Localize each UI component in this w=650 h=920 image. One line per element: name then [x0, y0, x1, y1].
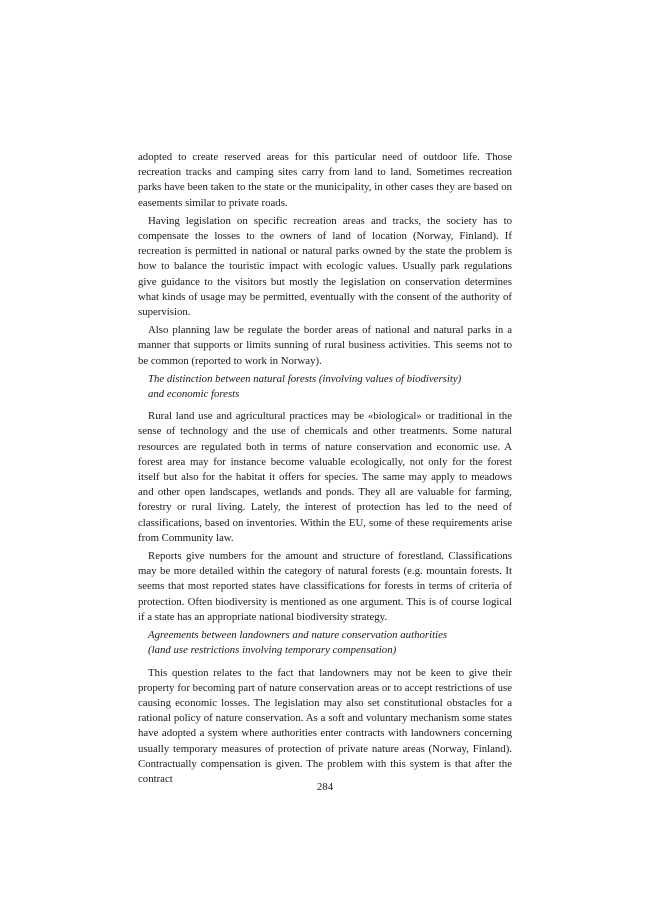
page-number: 284 [316, 781, 334, 793]
paragraph-recreation-areas: adopted to create reserved areas for this particular need of outdoor life. Those recreation tracks and camping sites carry from land to land. Sometimes recreation parks have been taken to the state or the municipality, in other cases they are based on easements similar to private roads. [138, 151, 512, 209]
page-body [138, 150, 512, 790]
paragraph-rural-land-use: Rural land use and agricultural practices may be «biological» or traditional in the sense of technology and the use of chemicals and other treatments. Some natural resources are regulated both in terms of nature conservation and economic use. A forest area may for instance become valuable ecologically, not only for the forest itself but also for the habitat it offers for species. The same may apply to meadows and other open landscapes, wetlands and ponds. They all are valuable for farming, forestry or rural living. Lately, the interest of protection has led to the need of classifications, based on inventories. Within the EU, some of these requirements arise from Community law. [138, 410, 512, 544]
heading-line: The distinction between natural forests (involving values of biodiversity) [148, 372, 462, 385]
section-heading-natural-forests [148, 372, 512, 402]
section-heading-agreements [148, 628, 512, 658]
paragraph-forestland-reports: Reports give numbers for the amount and structure of forestland. Classifications may be more detailed within the category of natural forests (e.g. mountain forests. It seems that most reported states have classifications for forests in terms of criteria of protection. Often biodiversity is mentioned as one argument. This is of course logical if a state has an appropriate national biodiversity strategy. [138, 550, 512, 623]
paragraph-planning-law: Also planning law be regulate the border areas of national and natural parks in a manner that supports or limits sunning of rural business activities. This seems not to be common (reported to work in Norway). [138, 324, 512, 367]
paragraph-legislation-compensation: Having legislation on specific recreation areas and tracks, the society has to compensate the losses to the owners of land of location (Norway, Finland). If recreation is permitted in national or natural parks owned by the state the problem is how to balance the touristic impact with ecologic values. Usually park regulations give guidance to the visitors but mostly the legislation on conservation determines what kinds of usage may be permitted, eventually with the consent of the authority of supervision. [138, 214, 512, 319]
heading-line: and economic forests [148, 388, 240, 401]
heading-line: Agreements between landowners and nature conservation authorities [148, 629, 448, 642]
paragraph-landowner-contracts: This question relates to the fact that landowners may not be keen to give their property for becoming part of nature conservation areas or to accept restrictions of use causing economic losses. The legislation may also set constitutional obstacles for a rational policy of nature conservation. As a soft and voluntary mechanism some states have adopted a system where authorities enter contracts with landowners concerning usually temporary measures of protection of private nature areas (Norway, Finland). Contractually compensation is given. The problem with this system is that after the contract [138, 666, 512, 785]
heading-line: (land use restrictions involving temporary compensation) [148, 644, 397, 657]
